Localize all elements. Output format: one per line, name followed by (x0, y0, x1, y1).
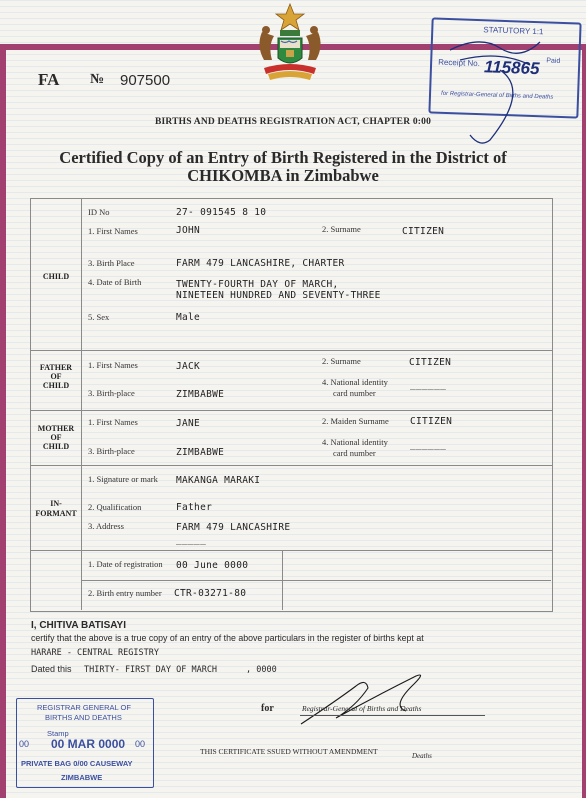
form-code: FA (38, 70, 60, 89)
registration-entry-value: CTR-03271-80 (174, 588, 247, 599)
dated-label: Dated this (31, 664, 72, 674)
father-section-label-1: FATHER (39, 363, 73, 372)
father-section-label-3: CHILD (42, 381, 70, 390)
stamp-line2: BIRTHS AND DEATHS (45, 713, 122, 722)
mother-birth-place-value: ZIMBABWE (176, 447, 225, 458)
certifier-name: I, CHITIVA BATISAYI (31, 620, 127, 631)
signature-line (300, 715, 485, 716)
stamp-country: ZIMBABWE (61, 773, 103, 782)
informant-qualification-label: 2. Qualification (88, 502, 142, 512)
father-id-label-1: 4. National identity (322, 377, 388, 387)
registry-location: HARARE - CENTRAL REGISTRY (31, 648, 159, 658)
child-sex-value: Male (176, 312, 201, 323)
certificate-title-line2: CHIKOMBA in Zimbabwe (187, 166, 379, 185)
form-number: 907500 (120, 72, 171, 89)
registrar-stamp (16, 698, 154, 788)
dated-year: , 0000 (246, 665, 277, 675)
father-birth-place-value: ZIMBABWE (176, 389, 225, 400)
act-title: BIRTHS AND DEATHS REGISTRATION ACT, CHAPTER 0:00 (154, 117, 432, 127)
row-divider-child (30, 350, 552, 351)
stamp-line1: REGISTRAR GENERAL OF (37, 703, 131, 712)
mother-first-names-value: JANE (176, 418, 201, 429)
child-section-label: CHILD (42, 272, 70, 281)
registrar-title: Registrar-General of Births and Deaths (302, 704, 422, 713)
informant-address-label: 3. Address (88, 521, 124, 531)
father-surname-value: CITIZEN (409, 357, 452, 368)
child-first-names-label: 1. First Names (88, 226, 138, 236)
mother-surname-label: 2. Maiden Surname (322, 416, 389, 426)
father-surname-label: 2. Surname (322, 356, 361, 366)
mother-surname-value: CITIZEN (410, 416, 453, 427)
section-column-divider (81, 198, 82, 610)
child-id-value: 27- 091545 8 10 (176, 207, 267, 218)
certify-text: certify that the above is a true copy of an entry of the above particulars in the register of births kept at (31, 633, 424, 643)
stamp-label: Stamp (47, 729, 69, 738)
informant-signature-value: MAKANGA MARAKI (176, 475, 261, 486)
amendment-deaths: Deaths (412, 752, 432, 760)
stamp-paid: Paid (546, 57, 561, 65)
father-section-label-2: OF (50, 372, 62, 381)
stamp-top-line: STATUTORY 1:1 (483, 25, 544, 37)
informant-section-label-2: FORMANT (35, 509, 77, 518)
amendment-text: THIS CERTIFICATE SSUED WITHOUT AMENDMENT (200, 747, 378, 756)
child-surname-value: CITIZEN (402, 226, 445, 237)
father-id-label-2: card number (333, 388, 376, 398)
informant-signature-label: 1. Signature or mark (88, 474, 158, 484)
child-dob-value-line2: NINETEEN HUNDRED AND SEVENTY-THREE (176, 290, 381, 301)
child-birth-place-label: 3. Birth Place (88, 258, 135, 268)
child-birth-place-value: FARM 479 LANCASHIRE, CHARTER (176, 258, 345, 269)
father-id-value: ______ (410, 379, 447, 390)
mother-birth-place-label: 3. Birth-place (88, 446, 135, 456)
certificate-title-line1: Certified Copy of an Entry of Birth Registered in the District of (59, 148, 507, 167)
row-divider-mother (30, 465, 552, 466)
stamp-date: 00 MAR 0000 (51, 737, 126, 751)
stamp-date-left: 00 (19, 739, 30, 749)
mother-first-names-label: 1. First Names (88, 417, 138, 427)
child-first-names-value: JOHN (176, 225, 201, 236)
stamp-date-right: 00 (135, 739, 146, 749)
child-surname-label: 2. Surname (322, 224, 361, 234)
father-birth-place-label: 3. Birth-place (88, 388, 135, 398)
child-sex-label: 5. Sex (88, 312, 110, 322)
child-dob-value-line1: TWENTY-FOURTH DAY OF MARCH, (176, 279, 339, 290)
mother-section-label-2: OF (50, 433, 62, 442)
mother-id-value: ______ (410, 439, 447, 450)
informant-address-extra: _____ (176, 534, 207, 545)
stamp-bag: PRIVATE BAG 0/00 CAUSEWAY (21, 759, 133, 768)
row-divider-registration (81, 580, 551, 581)
right-border (582, 44, 586, 798)
stamp-receipt-label: Receipt No. (438, 57, 481, 69)
informant-qualification-value: Father (176, 502, 213, 513)
father-first-names-value: JACK (176, 361, 201, 372)
informant-address-value: FARM 479 LANCASHIRE (176, 522, 291, 533)
number-symbol: № (90, 72, 105, 87)
father-first-names-label: 1. First Names (88, 360, 138, 370)
mother-id-label-1: 4. National identity (322, 437, 388, 447)
registration-date-value: 00 June 0000 (176, 560, 249, 571)
informant-section-label-1: IN- (50, 499, 62, 508)
mother-section-label-1: MOTHER (37, 424, 75, 433)
stamp-receipt-number: 115865 (483, 57, 540, 79)
child-id-label: ID No (88, 207, 110, 217)
row-divider-father (30, 410, 552, 411)
registration-entry-label: 2. Birth entry number (88, 588, 162, 598)
coat-of-arms-icon (250, 2, 330, 84)
mother-section-label-3: CHILD (42, 442, 70, 451)
mother-id-label-2: card number (333, 448, 376, 458)
for-label: for (261, 703, 274, 714)
dated-value: THIRTY- FIRST DAY OF MARCH (84, 665, 218, 675)
registration-date-label: 1. Date of registration (88, 559, 163, 569)
stamp-footer: for Registrar-General of Births and Deaths (440, 90, 554, 101)
registrar-signature (296, 666, 446, 736)
row-divider-informant (30, 550, 552, 551)
child-dob-label: 4. Date of Birth (88, 277, 142, 287)
stamp-signature (440, 30, 560, 150)
